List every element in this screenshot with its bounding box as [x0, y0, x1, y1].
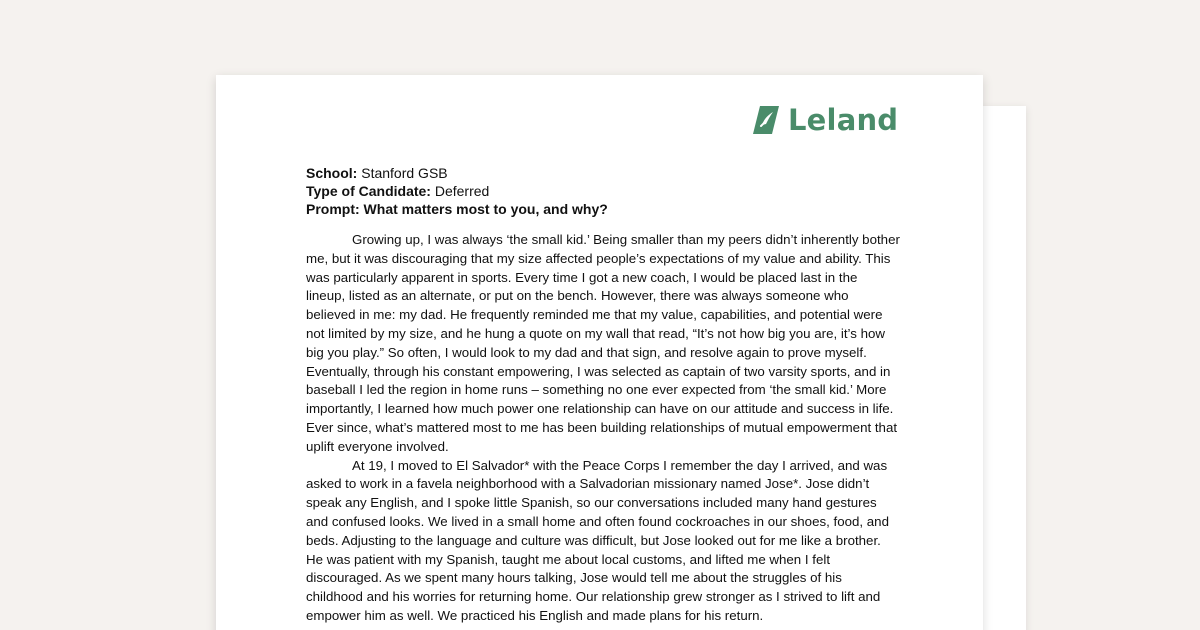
candidate-label: Type of Candidate:	[306, 183, 431, 199]
brand-name: Leland	[788, 103, 899, 137]
essay-body	[306, 231, 900, 626]
leland-logo	[752, 102, 898, 138]
prompt-text: Prompt: What matters most to you, and why?	[306, 201, 608, 217]
school-label: School:	[306, 165, 358, 181]
candidate-value: Deferred	[434, 183, 490, 199]
school-line	[306, 164, 608, 182]
school-value: Stanford GSB	[361, 165, 448, 181]
essay-paragraph: Growing up, I was always ‘the small kid.’ Being smaller than my peers didn’t inherently bother me, but it was discouraging that my size affected people’s expectations of my value and ability. This was particularly apparent in sports. Every time I got a new coach, I would be placed last in the lineup, listed as an alternate, or put on the bench. However, there was always someone who believed in me: my dad. He frequently reminded me that my value, capabilities, and potential were not limited by my size, and he hung a quote on my wall that read, “It’s not how big you are, it’s how big you play.” So often, I would look to my dad and that sign, and resolve again to prove myself. Eventually, through his constant empowering, I was selected as captain of two varsity sports, and in baseball I led the region in home runs – something no one ever expected from ‘the small kid.’ More importantly, I learned how much power one relationship can have on our attitude and success in life. Ever since, what’s mattered most to me has been building relationships of mutual empowerment that uplift everyone involved.	[306, 232, 900, 454]
essay-paragraph: At 19, I moved to El Salvador* with the Peace Corps I remember the day I arrived, and was asked to work in a favela neighborhood with a Salvadorian missionary named Jose*. Jose didn’t speak any English, and I spoke little Spanish, so our conversations included many hand gestures and confused looks. We lived in a small home and often found cockroaches in our shoes, food, and beds. Adjusting to the language and culture was difficult, but Jose looked out for me like a brother. He was patient with my Spanish, taught me about local customs, and lifted me when I felt discouraged. As we spent many hours talking, Jose would tell me about the struggles of his childhood and his worries for returning home. Our relationship grew stronger as I strived to lift and empower him as well. We practiced his English and made plans for his return.	[306, 457, 889, 623]
essay-header	[306, 164, 608, 218]
candidate-line	[306, 182, 608, 200]
prompt-line	[306, 200, 608, 218]
leaf-icon	[752, 104, 780, 136]
